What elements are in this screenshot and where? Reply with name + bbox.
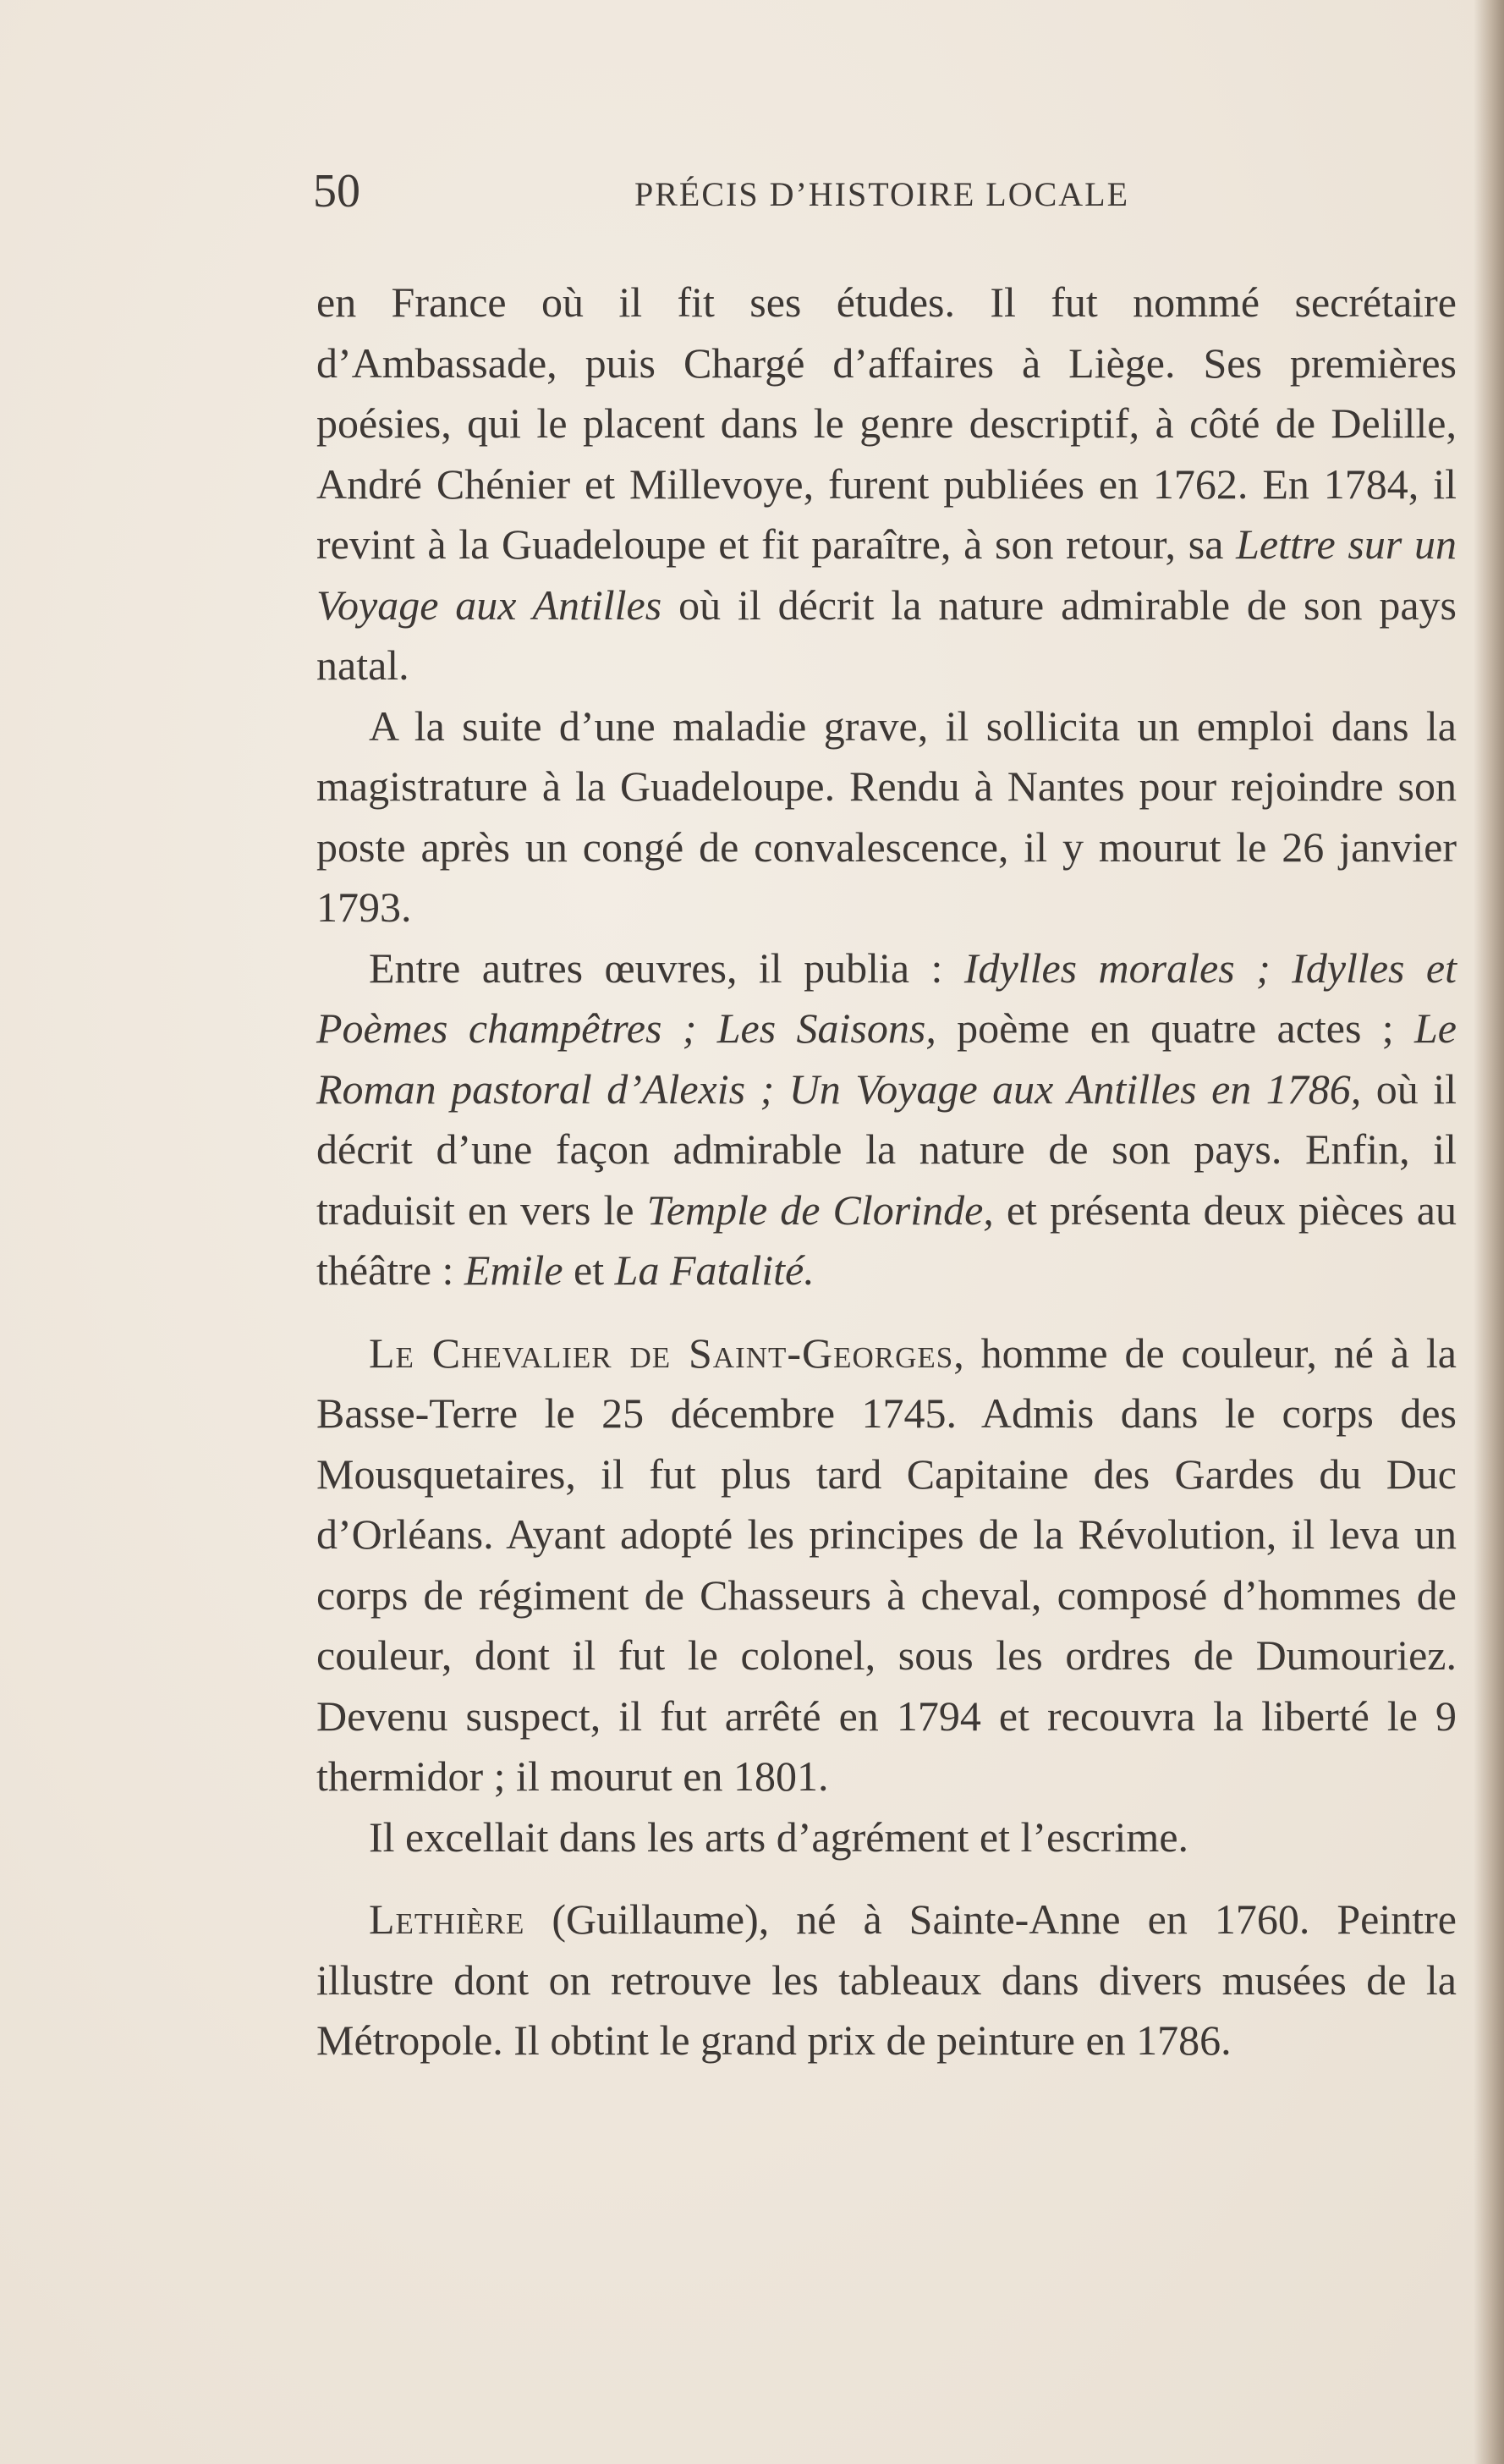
paragraph: Il excellait dans les arts d’agrément et l’escrime. (369, 1812, 1189, 1861)
work-title: Emile (464, 1246, 563, 1294)
entry-name: Lethière (369, 1895, 525, 1943)
entry-name: Le Chevalier de Saint-Georges (369, 1328, 954, 1377)
work-title: Temple de Clorinde, (646, 1185, 994, 1234)
paragraph-continuation (316, 272, 1457, 696)
text-run: où il décrit d’une façon admirable la nature de son pays. Enfin, il traduisit en vers le (316, 1064, 1457, 1234)
entry-saint-georges (316, 1323, 1457, 1807)
paragraph-works (316, 938, 1457, 1301)
text-run: et présenta deux pièces au théâtre : (316, 1185, 1457, 1294)
text-run: , homme de couleur, né à la Basse-Terre le 25 décembre 1745. Admis dans le corps des Mousquetaires, il fut plus tard Capitaine des Gardes du Duc d’Orléans. Ayant adopté les principes de la Révolution, il leva un corps de régiment de Chasseurs à cheval, composé d’hommes de couleur, dont il fut le colonel, sous les ordres de Dumouriez. Devenu suspect, il fut arrêté en 1794 et recouvra la liberté le 9 thermidor ; il mourut en 1801. (316, 1328, 1457, 1800)
text-run: (Guillaume), né à Sainte-Anne en 1760. Peintre illustre dont on retrouve les tableaux dans divers musées de la Métropole. Il obtint le grand prix de peinture en 1786. (316, 1895, 1457, 2064)
page-edge-shadow (1474, 0, 1504, 2464)
page-header (313, 166, 1451, 217)
work-title: Idylles morales ; Idylles et Poèmes champêtres ; Les Saisons, (316, 943, 1457, 1052)
work-title: Lettre sur un Voyage aux Antilles (316, 520, 1457, 629)
text-run: et (563, 1246, 615, 1294)
text-run: où il décrit la nature admirable de son pays natal. (316, 580, 1457, 689)
text-run: en France où il fit ses études. Il fut nommé secrétaire d’Ambassade, puis Chargé d’affaires à Liège. Ses premières poésies, qui le placent dans le genre descriptif, à côté de Delille, André Chénier et Millevoye, furent publiées en 1762. En 1784, il revint à la Guadeloupe et fit paraître, à son retour, sa (316, 278, 1457, 568)
paragraph: A la suite d’une maladie grave, il sollicita un emploi dans la magistrature à la Guadeloupe. Rendu à Nantes pour rejoindre son poste après un congé de convalescence, il y mourut le 26 janvier 1793. (316, 701, 1457, 931)
entry-lethiere (316, 1889, 1457, 2071)
work-title: Le Roman pastoral d’Alexis ; Un Voyage aux Antilles en 1786, (316, 1004, 1457, 1113)
work-title: La Fatalité. (614, 1246, 815, 1294)
text-run: Entre autres œuvres, il publia : (369, 943, 964, 992)
page-number: 50 (313, 165, 360, 217)
text-run: poème en quatre actes ; (936, 1004, 1414, 1052)
running-title: PRÉCIS D’HISTOIRE LOCALE (634, 175, 1130, 213)
body-text (316, 272, 1457, 2071)
